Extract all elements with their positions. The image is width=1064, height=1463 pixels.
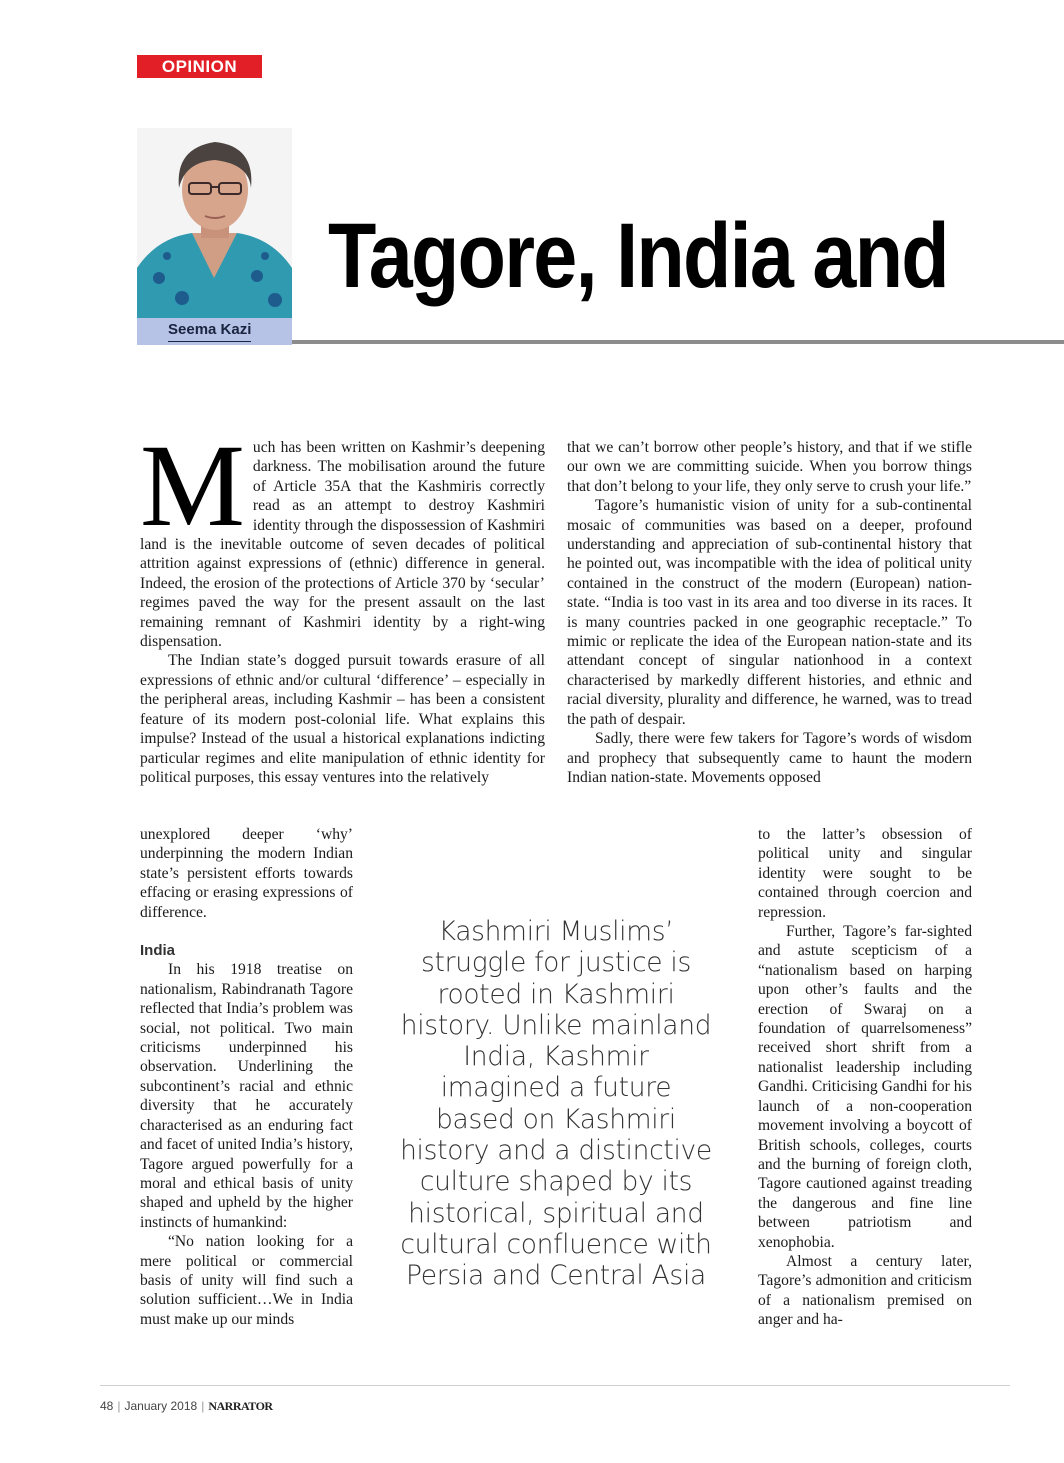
paragraph: The Indian state’s dogged pursuit towards erasure of all expressions of ethnic and/or cultural ‘difference’ – especially in the peripheral areas, including Kashmir – has been a consistent feature of its modern post-colonial life. What explains this impulse? Instead of the usual a historical explanations indicting particular regimes and elite manipulation of ethnic identity for political purposes, this essay ventures into the relatively — [140, 652, 545, 786]
drop-cap: M — [140, 420, 245, 551]
footer-rule — [100, 1385, 1010, 1386]
paragraph-continuation: that we can’t borrow other people’s history, and that if we stifle our own we are committing suicide. When you borrow things that don’t belong to your life, they only serve to crush your life.” — [567, 439, 972, 495]
author-photo — [137, 128, 292, 318]
paragraph: In his 1918 treatise on nationalism, Rabindranath Tagore reflected that India’s problem was social, not political. Two main criticisms underpinned his observation. Underlining the subcontinent’s racial and ethnic diversity that he accurately characterised as an enduring fact and facet of united India’s history, Tagore argued powerfully for a moral and ethical basis of unity shaped and upheld by the higher instincts of humankind: — [140, 961, 353, 1231]
author-portrait-illustration — [137, 128, 292, 318]
column-3-lower — [758, 825, 972, 1330]
column-1-lower — [140, 825, 353, 1329]
page-footer — [100, 1398, 273, 1414]
paragraph-continuation: unexplored deeper ‘why’ underpinning the modern Indian state’s persistent efforts towards effacing or erasing expressions of difference. — [140, 826, 353, 921]
footer-separator: | — [201, 1399, 205, 1413]
brand-logo: NARRATOR — [208, 1399, 273, 1413]
lead-paragraph-text: uch has been written on Kashmir’s deepening darkness. The mobilisation around the future of Article 35A that the Kashmiris correctly read as an attempt to destroy Kashmiri identity through the dispossession of Kashmiri land is the inevitable outcome of seven decades of political attrition against expressions of (ethnic) difference in general. Indeed, the erosion of the protections of Article 370 by ‘secular’ regimes paved the way for the present assault on the last remaining remnant of Kashmiri identity by a right-wing dispensation. — [140, 439, 545, 651]
paragraph-continuation: to the latter’s obsession of political unity and singular identity were sought to be contained through coercion and repression. — [758, 826, 972, 921]
quote-paragraph: “No nation looking for a mere political or commercial basis of unity will find such a solution sufficient…We in India must make up our minds — [140, 1233, 353, 1328]
page-number: 48 — [100, 1399, 114, 1413]
headline: Tagore, India and — [328, 205, 948, 307]
column-2-upper — [567, 438, 972, 787]
author-name: Seema Kazi — [168, 319, 251, 342]
footer-separator: | — [117, 1399, 121, 1413]
issue-date: January 2018 — [124, 1399, 198, 1413]
section-tag: OPINION — [137, 55, 262, 78]
lead-paragraph — [140, 420, 545, 651]
column-1-upper — [140, 420, 545, 787]
paragraph: Tagore’s humanistic vision of unity for a sub-continental mosaic of communities was based on a deeper, profound understanding and appreciation of sub-continental history that he pointed out, was incompatible with the idea of political unity contained in the construct of the modern (European) nation-state. “India is too vast in its area and too diverse in its races. It is many countries packed in one geographic receptacle.” To mimic or replicate the idea of the European nation-state and its attendant concept of singular nationhood in a context characterised by markedly different histories, and ethnic and racial diversity, plurality and difference, he warned, was to tread the path of despair. — [567, 497, 972, 728]
headline-rule — [292, 340, 1064, 344]
paragraph: Sadly, there were few takers for Tagore’s words of wisdom and prophecy that subsequently came to haunt the modern Indian nation-state. Movements opposed — [567, 730, 972, 786]
pull-quote: Kashmiri Muslims’ struggle for justice is rooted in Kashmiri history. Unlike mainland India, Kashmir imagined a future based on Kashmiri history and a distinctive culture shaped by its historical, spiritual and cultural confluence with Persia and Central Asia — [400, 916, 712, 1292]
paragraph: Further, Tagore’s far-sighted and astute scepticism of a “nationalism based on harping upon other’s faults and the erection of Swaraj on a foundation of quarrelsomeness” received short shrift from a nationalist leadership including Gandhi. Criticising Gandhi for his launch of a non-cooperation movement involving a boycott of British schools, colleges, courts and the burning of foreign cloth, Tagore cautioned against treading the dangerous and fine line between patriotism and xenophobia. — [758, 923, 972, 1251]
paragraph: Almost a century later, Tagore’s admonition and criticism of a nationalism premised on anger and ha- — [758, 1252, 972, 1329]
subhead: India — [140, 942, 176, 960]
